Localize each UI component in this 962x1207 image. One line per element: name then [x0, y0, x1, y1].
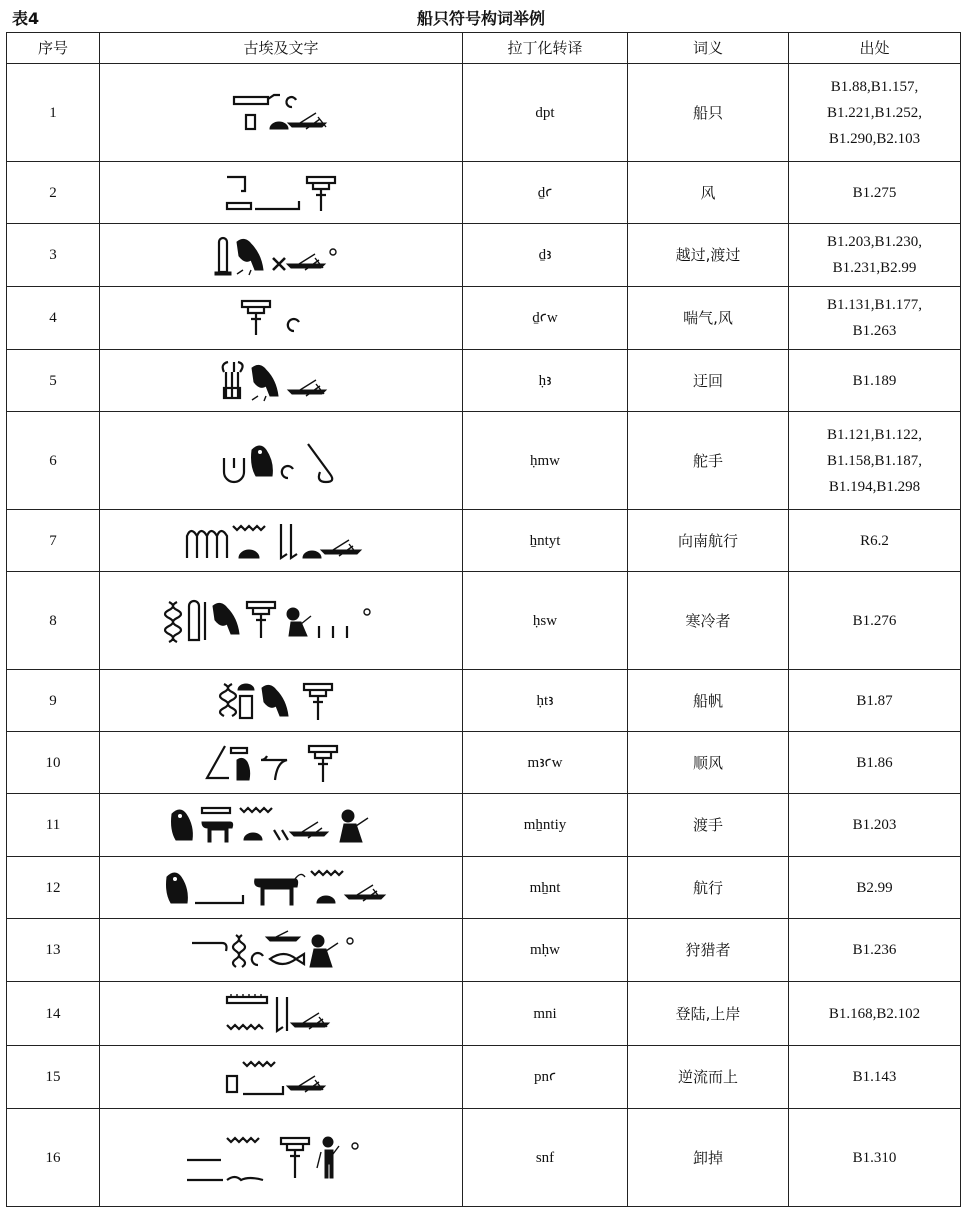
table-row: [7, 982, 961, 1046]
source-ref: B1.121,B1.122, B1.158,B1.187, B1.194,B1.298: [789, 412, 961, 510]
hieroglyph-khentyt-icon: [181, 518, 381, 564]
meaning: 风: [628, 162, 789, 224]
table-row: [7, 510, 961, 572]
meaning: 渡手: [628, 794, 789, 857]
source-ref: B1.203,B1.230, B1.231,B2.99: [789, 224, 961, 287]
transliteration: ḏꜥ: [463, 162, 628, 224]
transliteration: mꜣꜥw: [463, 732, 628, 794]
row-number: 6: [7, 412, 100, 510]
hieroglyph-mni-icon: [221, 991, 341, 1037]
meaning: 越过,渡过: [628, 224, 789, 287]
table-row: [7, 412, 961, 510]
transliteration: ḥmw: [463, 412, 628, 510]
row-number: 9: [7, 670, 100, 732]
hieroglyph-cell: [100, 510, 463, 572]
table-label: 表4: [12, 9, 40, 28]
source-ref: B1.86: [789, 732, 961, 794]
table-row: [7, 670, 961, 732]
transliteration: ẖntyt: [463, 510, 628, 572]
source-ref: R6.2: [789, 510, 961, 572]
hieroglyph-cell: [100, 670, 463, 732]
meaning: 逆流而上: [628, 1046, 789, 1109]
table-title: 船只符号构词举例: [416, 9, 545, 28]
source-ref: B1.276: [789, 572, 961, 670]
hieroglyph-cell: [100, 919, 463, 982]
ship-sign-table: [6, 32, 961, 1207]
transliteration: ḥtꜣ: [463, 670, 628, 732]
row-number: 13: [7, 919, 100, 982]
transliteration: pnꜥ: [463, 1046, 628, 1109]
row-number: 10: [7, 732, 100, 794]
hieroglyph-cell: [100, 224, 463, 287]
hieroglyph-hsw-icon: [161, 596, 401, 646]
hieroglyph-cell: [100, 857, 463, 919]
table-row: [7, 64, 961, 162]
source-ref: B2.99: [789, 857, 961, 919]
hieroglyph-hta-icon: [216, 678, 346, 724]
hieroglyph-cell: [100, 732, 463, 794]
source-ref: B1.203: [789, 794, 961, 857]
meaning: 船帆: [628, 670, 789, 732]
meaning: 船只: [628, 64, 789, 162]
meaning: 登陆,上岸: [628, 982, 789, 1046]
meaning: 卸掉: [628, 1109, 789, 1207]
transliteration: mni: [463, 982, 628, 1046]
meaning: 舵手: [628, 412, 789, 510]
meaning: 寒冷者: [628, 572, 789, 670]
source-ref: B1.143: [789, 1046, 961, 1109]
transliteration: snf: [463, 1109, 628, 1207]
hieroglyph-mkhent-icon: [161, 863, 401, 913]
transliteration: ḏꜥw: [463, 287, 628, 350]
hieroglyph-djaw-icon: [236, 295, 326, 341]
hieroglyph-cell: [100, 572, 463, 670]
header-script: 古埃及文字: [100, 33, 463, 64]
hieroglyph-snf-icon: [181, 1130, 381, 1186]
meaning: 迂回: [628, 350, 789, 412]
meaning: 顺风: [628, 732, 789, 794]
meaning: 喘气,风: [628, 287, 789, 350]
source-ref: B1.131,B1.177, B1.263: [789, 287, 961, 350]
hieroglyph-cell: [100, 794, 463, 857]
table-row: [7, 794, 961, 857]
row-number: 2: [7, 162, 100, 224]
row-number: 11: [7, 794, 100, 857]
transliteration: ḥsw: [463, 572, 628, 670]
row-number: 7: [7, 510, 100, 572]
transliteration: dpt: [463, 64, 628, 162]
meaning: 向南航行: [628, 510, 789, 572]
row-number: 1: [7, 64, 100, 162]
transliteration: ḏꜣ: [463, 224, 628, 287]
transliteration: mẖntiy: [463, 794, 628, 857]
source-ref: B1.87: [789, 670, 961, 732]
source-ref: B1.189: [789, 350, 961, 412]
hieroglyph-cell: [100, 1109, 463, 1207]
row-number: 8: [7, 572, 100, 670]
header-row: [7, 33, 961, 64]
source-ref: B1.236: [789, 919, 961, 982]
header-translit: 拉丁化转译: [463, 33, 628, 64]
source-ref: B1.275: [789, 162, 961, 224]
hieroglyph-cell: [100, 64, 463, 162]
table-row: [7, 919, 961, 982]
table-row: [7, 1109, 961, 1207]
table-row: [7, 162, 961, 224]
hieroglyph-pna-icon: [221, 1054, 341, 1100]
table-row: [7, 857, 961, 919]
hieroglyph-cell: [100, 982, 463, 1046]
row-number: 15: [7, 1046, 100, 1109]
table-row: [7, 572, 961, 670]
row-number: 5: [7, 350, 100, 412]
hieroglyph-hmw-icon: [216, 436, 346, 486]
table-row: [7, 350, 961, 412]
meaning: 狩猎者: [628, 919, 789, 982]
hieroglyph-cell: [100, 162, 463, 224]
header-source: 出处: [789, 33, 961, 64]
table-row: [7, 732, 961, 794]
transliteration: ḥꜣ: [463, 350, 628, 412]
hieroglyph-djaa-cross-icon: [211, 232, 351, 278]
table-row: [7, 1046, 961, 1109]
table-row: [7, 224, 961, 287]
source-ref: B1.168,B2.102: [789, 982, 961, 1046]
hieroglyph-cell: [100, 1046, 463, 1109]
header-meaning: 词义: [628, 33, 789, 64]
transliteration: mḥw: [463, 919, 628, 982]
hieroglyph-hau-icon: [216, 358, 346, 404]
hieroglyph-dpt-icon: [226, 91, 336, 135]
hieroglyph-mhw-icon: [186, 927, 376, 973]
row-number: 16: [7, 1109, 100, 1207]
source-ref: B1.88,B1.157, B1.221,B1.252, B1.290,B2.103: [789, 64, 961, 162]
hieroglyph-cell: [100, 350, 463, 412]
row-number: 4: [7, 287, 100, 350]
row-number: 3: [7, 224, 100, 287]
hieroglyph-mkhentiy-icon: [166, 800, 396, 850]
header-no: 序号: [7, 33, 100, 64]
hieroglyph-cell: [100, 412, 463, 510]
source-ref: B1.310: [789, 1109, 961, 1207]
transliteration: mẖnt: [463, 857, 628, 919]
hieroglyph-cell: [100, 287, 463, 350]
row-number: 12: [7, 857, 100, 919]
hieroglyph-maaw-icon: [201, 740, 361, 786]
table-row: [7, 287, 961, 350]
meaning: 航行: [628, 857, 789, 919]
row-number: 14: [7, 982, 100, 1046]
hieroglyph-djaa-icon: [221, 171, 341, 215]
